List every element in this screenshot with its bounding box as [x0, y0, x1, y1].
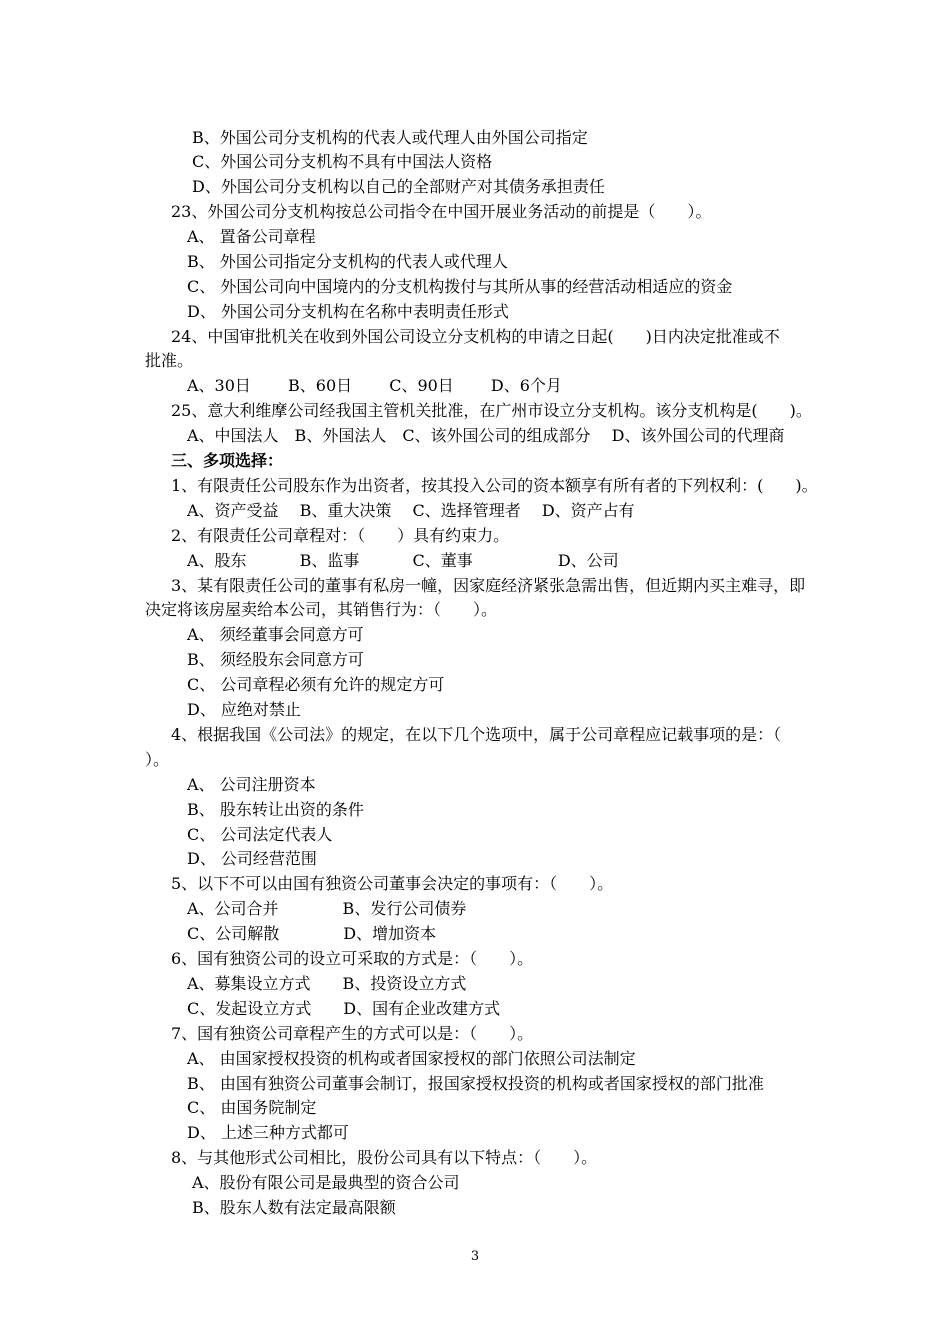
option-line: C、外国公司分支机构不具有中国法人资格: [192, 152, 493, 171]
option-line: A、股东 B、监事 C、董事 D、公司: [187, 551, 619, 570]
question-line: 23、外国公司分支机构按总公司指令在中国开展业务活动的前提是（ ）。: [171, 202, 712, 221]
option-line: A、 公司注册资本: [187, 775, 316, 794]
option-line: B、 外国公司指定分支机构的代表人或代理人: [187, 252, 508, 271]
question-line: 4、根据我国《公司法》的规定，在以下几个选项中，属于公司章程应记载事项的是：（: [171, 725, 782, 744]
option-line: C、发起设立方式 D、国有企业改建方式: [187, 999, 501, 1018]
question-line: 8、与其他形式公司相比，股份公司具有以下特点：（ ）。: [171, 1148, 598, 1167]
option-line: A、股份有限公司是最典型的资合公司: [192, 1173, 460, 1192]
option-line: A、 须经董事会同意方可: [187, 625, 364, 644]
option-line: A、公司合并 B、发行公司债券: [187, 899, 467, 918]
question-line: 批准。: [145, 351, 194, 370]
option-line: B、 股东转让出资的条件: [187, 800, 364, 819]
option-line: D、 公司经营范围: [187, 849, 317, 868]
question-line: 24、中国审批机关在收到外国公司设立分支机构的申请之日起( )日内决定批准或不: [171, 327, 780, 346]
option-line: C、 外国公司向中国境内的分支机构拨付与其所从事的经营活动相适应的资金: [187, 277, 733, 296]
option-line: D、外国公司分支机构以自己的全部财产对其债务承担责任: [192, 177, 605, 196]
option-line: B、股东人数有法定最高限额: [192, 1198, 396, 1217]
option-line: A、募集设立方式 B、投资设立方式: [187, 974, 467, 993]
option-line: B、外国公司分支机构的代表人或代理人由外国公司指定: [192, 128, 588, 147]
question-line: 3、某有限责任公司的董事有私房一幢，因家庭经济紧张急需出售，但近期内买主难寻，即: [171, 576, 806, 595]
question-line: 2、有限责任公司章程对：（ ）具有约束力。: [171, 526, 510, 545]
option-line: C、 公司法定代表人: [187, 825, 333, 844]
option-line: C、 由国务院制定: [187, 1098, 317, 1117]
question-line: 决定将该房屋卖给本公司，其销售行为：（ ）。: [145, 600, 498, 619]
question-line: 5、以下不可以由国有独资公司董事会决定的事项有：（ ）。: [171, 874, 614, 893]
question-line: 7、国有独资公司章程产生的方式可以是：（ ）。: [171, 1024, 534, 1043]
option-line: C、公司解散 D、增加资本: [187, 924, 437, 943]
question-line: ）。: [145, 750, 170, 769]
option-line: D、 上述三种方式都可: [187, 1123, 349, 1142]
option-line: C、 公司章程必须有允许的规定方可: [187, 675, 445, 694]
page-number: 3: [470, 1249, 480, 1264]
question-line: 6、国有独资公司的设立可采取的方式是：（ ）。: [171, 949, 534, 968]
option-line: A、 置备公司章程: [187, 227, 316, 246]
question-line: 25、意大利维摩公司经我国主管机关批准，在广州市设立分支机构。该分支机构是( )。: [171, 401, 812, 420]
option-line: D、 应绝对禁止: [187, 700, 301, 719]
option-line: A、中国法人 B、外国法人 C、该外国公司的组成部分 D、该外国公司的代理商: [187, 426, 785, 445]
section-heading: 三、多项选择：: [171, 451, 284, 470]
option-line: B、 须经股东会同意方可: [187, 650, 364, 669]
option-line: A、 由国家授权投资的机构或者国家授权的部门依照公司法制定: [187, 1049, 636, 1068]
option-line: A、30日 B、60日 C、90日 D、6个月: [187, 376, 562, 395]
option-line: D、 外国公司分支机构在名称中表明责任形式: [187, 302, 509, 321]
option-line: A、资产受益 B、重大决策 C、选择管理者 D、资产占有: [187, 501, 635, 520]
option-line: B、 由国有独资公司董事会制订，报国家授权投资的机构或者国家授权的部门批准: [187, 1074, 764, 1093]
question-line: 1、有限责任公司股东作为出资者，按其投入公司的资本额享有所有者的下列权利：( )。: [171, 476, 818, 495]
